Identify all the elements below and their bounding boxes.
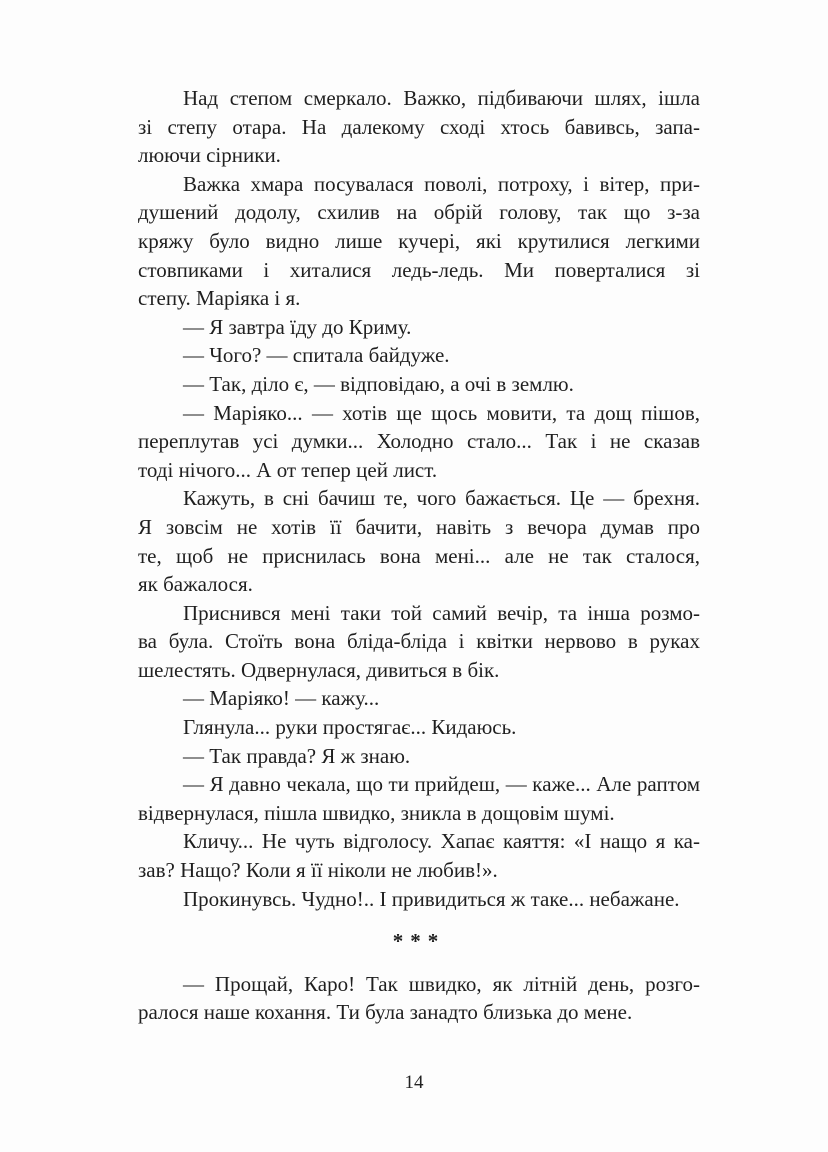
- paragraph: [138, 827, 700, 884]
- paragraph: [138, 713, 700, 742]
- text-line: тоді нічого... А от тепер цей лист.: [138, 457, 438, 482]
- text-line: зі степу отара. На далекому сході хтось бавивсь, запа-: [138, 114, 700, 139]
- text-line: переплутав усі думки... Холодно стало... Так і не сказав: [138, 429, 700, 454]
- paragraph: [138, 970, 700, 1027]
- text-line: як бажалося.: [138, 572, 253, 597]
- text-line: — Так правда? Я ж знаю.: [183, 743, 411, 768]
- text-line: Я зовсім не хотів її бачити, навіть з вечора думав про: [138, 514, 700, 539]
- text-block: [138, 84, 700, 1027]
- text-line: — Так, діло є, — відповідаю, а очі в землю.: [183, 371, 574, 396]
- text-line: Глянула... руки простягає... Кидаюсь.: [183, 715, 517, 740]
- text-line: люючи сірники.: [138, 143, 281, 168]
- text-line: Над степом смеркало. Важко, підбиваючи шлях, ішла: [183, 86, 700, 110]
- paragraph: [138, 84, 700, 170]
- paragraph: [138, 885, 700, 914]
- paragraph: [138, 313, 700, 342]
- text-line: — Чого? — спитала байдуже.: [183, 343, 450, 368]
- text-line: — Маріяко... — хотів ще щось мовити, та дощ пішов,: [183, 400, 700, 425]
- text-line: — Прощай, Каро! Так швидко, як літній день, розго-: [183, 971, 700, 996]
- paragraph: [138, 370, 700, 399]
- section-separator: ***: [392, 929, 446, 954]
- paragraph: [138, 742, 700, 771]
- text-line: степу. Маріяка і я.: [138, 286, 301, 311]
- paragraph: [138, 484, 700, 598]
- text-line: зав? Нащо? Коли я її ніколи не любив!».: [138, 858, 498, 883]
- text-line: відвернулася, пішла швидко, зникла в дощовім шумі.: [138, 800, 615, 825]
- text-line: Кличу... Не чуть відголосу. Хапає каяття: «І нащо я ка-: [183, 829, 700, 854]
- text-line: шелестять. Одвернулася, дивиться в бік.: [138, 657, 500, 682]
- paragraph: [138, 684, 700, 713]
- text-line: стовпиками і хиталися ледь-ледь. Ми поверталися зі: [138, 257, 700, 282]
- text-line: Прокинувсь. Чудно!.. І привидиться ж таке... небажане.: [183, 886, 680, 911]
- paragraph: [138, 770, 700, 827]
- text-line: Кажуть, в сні бачиш те, чого бажається. Це — брехня.: [183, 486, 700, 511]
- text-line: ва була. Стоїть вона бліда-бліда і квітки нервово в руках: [138, 629, 700, 654]
- text-line: Важка хмара посувалася поволі, потроху, і вітер, при-: [183, 171, 700, 196]
- text-line: те, щоб не приснилась вона мені... але не так сталося,: [138, 543, 700, 568]
- paragraph: [138, 341, 700, 370]
- text-line: ралося наше кохання. Ти була занадто близька до мене.: [138, 1000, 633, 1025]
- paragraph: [138, 170, 700, 313]
- text-line: — Я давно чекала, що ти прийдеш, — каже... Але раптом: [183, 772, 700, 797]
- text-line: душений додолу, схилив на обрій голову, так що з-за: [138, 200, 700, 225]
- text-line: Приснився мені таки той самий вечір, та інша розмо-: [183, 600, 700, 625]
- paragraph: [138, 399, 700, 485]
- text-line: — Маріяко! — кажу...: [183, 686, 380, 711]
- text-line: кряжу було видно лише кучері, які крутилися легкими: [138, 228, 700, 253]
- text-line: — Я завтра їду до Криму.: [183, 314, 412, 339]
- paragraph: [138, 599, 700, 685]
- page-number: 14: [404, 1072, 424, 1093]
